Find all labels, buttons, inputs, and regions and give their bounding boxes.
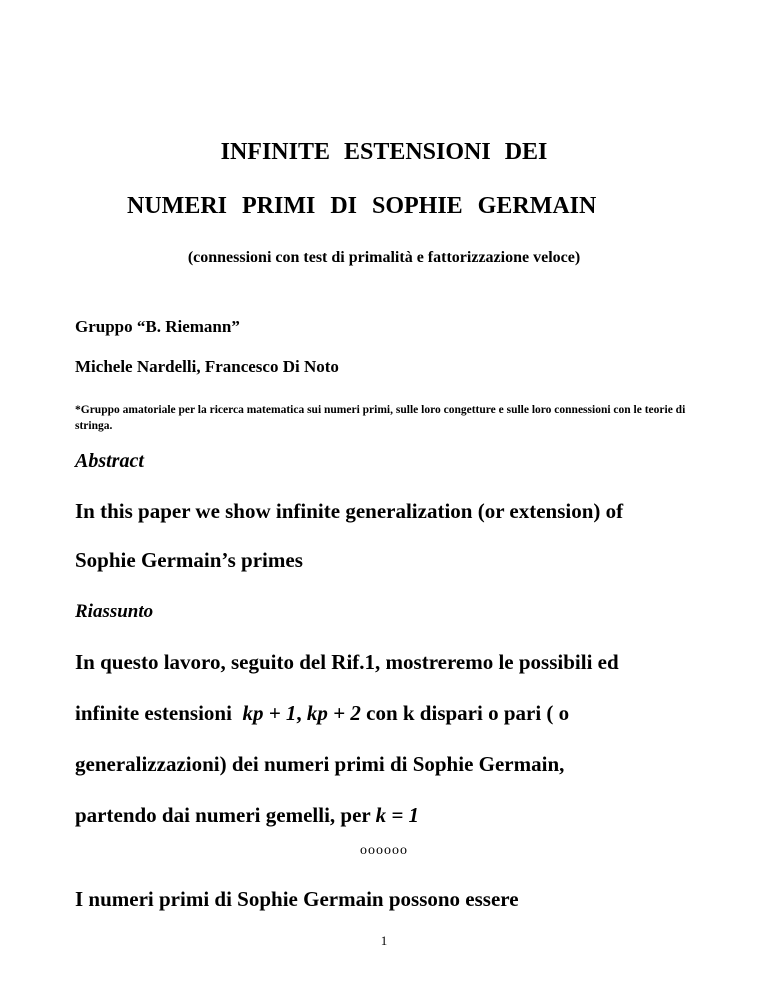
- formula-k-equals-1: k = 1: [375, 803, 420, 827]
- abstract-line-2: Sophie Germain’s primes: [75, 548, 303, 572]
- riassunto-line-3: generalizzazioni) dei numeri primi di Sophie Germain,: [75, 752, 565, 776]
- abstract-heading: Abstract: [75, 450, 144, 472]
- section-separator: oooooo: [360, 843, 408, 858]
- formula-kp-plus-1: kp + 1: [242, 701, 297, 725]
- affiliation-note: *Gruppo amatoriale per la ricerca matematica sui numeri primi, sulle loro congetture e sulle loro connessioni con le teorie di stringa.: [75, 404, 686, 432]
- riassunto-line-1: In questo lavoro, seguito del Rif.1, mostreremo le possibili ed: [75, 650, 619, 674]
- formula-kp-plus-2: kp + 2: [306, 701, 361, 725]
- riassunto-line-4-text: partendo dai numeri gemelli, per: [75, 803, 376, 827]
- title-line-2: NUMERI PRIMI DI SOPHIE GERMAIN: [127, 193, 597, 219]
- group-name: Gruppo “B. Riemann”: [75, 317, 240, 336]
- riassunto-line-2-text-b: con k dispari o pari ( o: [360, 701, 570, 725]
- body-line: I numeri primi di Sophie Germain possono essere: [75, 887, 519, 911]
- riassunto-heading: Riassunto: [75, 601, 154, 622]
- abstract-line-1: In this paper we show infinite generalization (or extension) of: [75, 499, 624, 523]
- riassunto-line-4: [75, 803, 419, 828]
- authors: Michele Nardelli, Francesco Di Noto: [75, 357, 339, 376]
- page-number: 1: [380, 933, 388, 948]
- riassunto-line-2: [75, 701, 569, 726]
- riassunto-line-2-comma: ,: [296, 701, 307, 725]
- subtitle: (connessioni con test di primalità e fattorizzazione veloce): [187, 249, 581, 266]
- riassunto-line-2-text-a: infinite estensioni: [75, 701, 243, 725]
- title-line-1: INFINITE ESTENSIONI DEI: [220, 139, 548, 165]
